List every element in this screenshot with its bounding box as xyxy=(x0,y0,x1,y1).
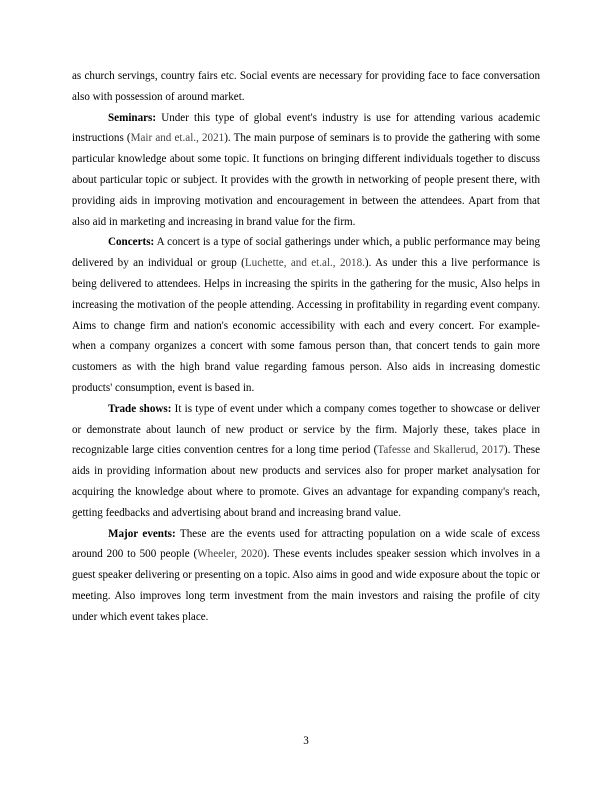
paragraph-social-events-continued xyxy=(72,66,540,108)
citation: Wheeler, 2020 xyxy=(197,548,264,561)
paragraph-text: These are the events used for attracting population on a wide scale of excess around 200 to 500 people ( xyxy=(72,527,540,561)
paragraph-text: Under this type of global event's industry is use for attending various academic instructions ( xyxy=(72,111,540,145)
page-number: 3 xyxy=(303,735,309,747)
paragraph-seminars xyxy=(72,108,540,233)
body-text xyxy=(72,66,540,628)
paragraph-text: ). The main purpose of seminars is to provide the gathering with some particular knowledge about some topic. It functions on bringing different individuals together to discuss about particular topic or subject. It provides with the growth in networking of people present there, with providing aids in improving motivation and encouragement in between the attendees. Apart from that also aid in marketing and increasing in brand value for the firm. xyxy=(72,132,540,228)
paragraph-text: A concert is a type of social gatherings under which, a public performance may being delivered by an individual or group ( xyxy=(72,236,540,270)
major-events-heading: Major events: xyxy=(108,527,176,540)
paragraph-major-events xyxy=(72,524,540,628)
paragraph-text: as church servings, country fairs etc. Social events are necessary for providing face to face conversation also with possession of around market. xyxy=(72,70,540,103)
citation: Luchette, and et.al., 2018. xyxy=(244,257,365,270)
concerts-heading: Concerts: xyxy=(108,236,155,249)
citation: Tafesse and Skallerud, 2017 xyxy=(377,444,504,457)
trade-shows-heading: Trade shows: xyxy=(108,402,172,415)
paragraph-text: ). These events includes speaker session which involves in a guest speaker delivering or presenting on a topic. Also aims in good and wide exposure about the topic or meeting. Also improves long term investment from the main investors and raising the profile of city under which event takes place. xyxy=(72,548,540,623)
paragraph-concerts xyxy=(72,232,540,398)
paragraph-text: ). As under this a live performance is being delivered to attendees. Helps in increasing the spirits in the gathering for the music, Also helps in increasing the motivation of the people attending. Accessing in profitability in regarding event company. Aims to change firm and nation's economic accessibility with each and every concert. For example- when a company organizes a concert with some famous person than, that concert tends to gain more customers as with the high brand value regarding famous person. Also aids in increasing domestic products' consumption, event is based in. xyxy=(72,257,540,394)
seminars-heading: Seminars: xyxy=(108,111,157,124)
citation: Mair and et.al., 2021 xyxy=(130,132,225,145)
paragraph-text: ). These aids in providing information about new products and services also for proper market analysation for acquiring the knowledge about where to promote. Gives an advantage for expanding company's reach, getting feedbacks and advertising about brand and increasing brand value. xyxy=(72,444,541,519)
paragraph-trade-shows xyxy=(72,399,540,524)
paragraph-text: It is type of event under which a company comes together to showcase or deliver or demonstrate about launch of new product or service by the firm. Majorly these, takes place in recognizable large cities convention centres for a long time period ( xyxy=(72,402,540,457)
